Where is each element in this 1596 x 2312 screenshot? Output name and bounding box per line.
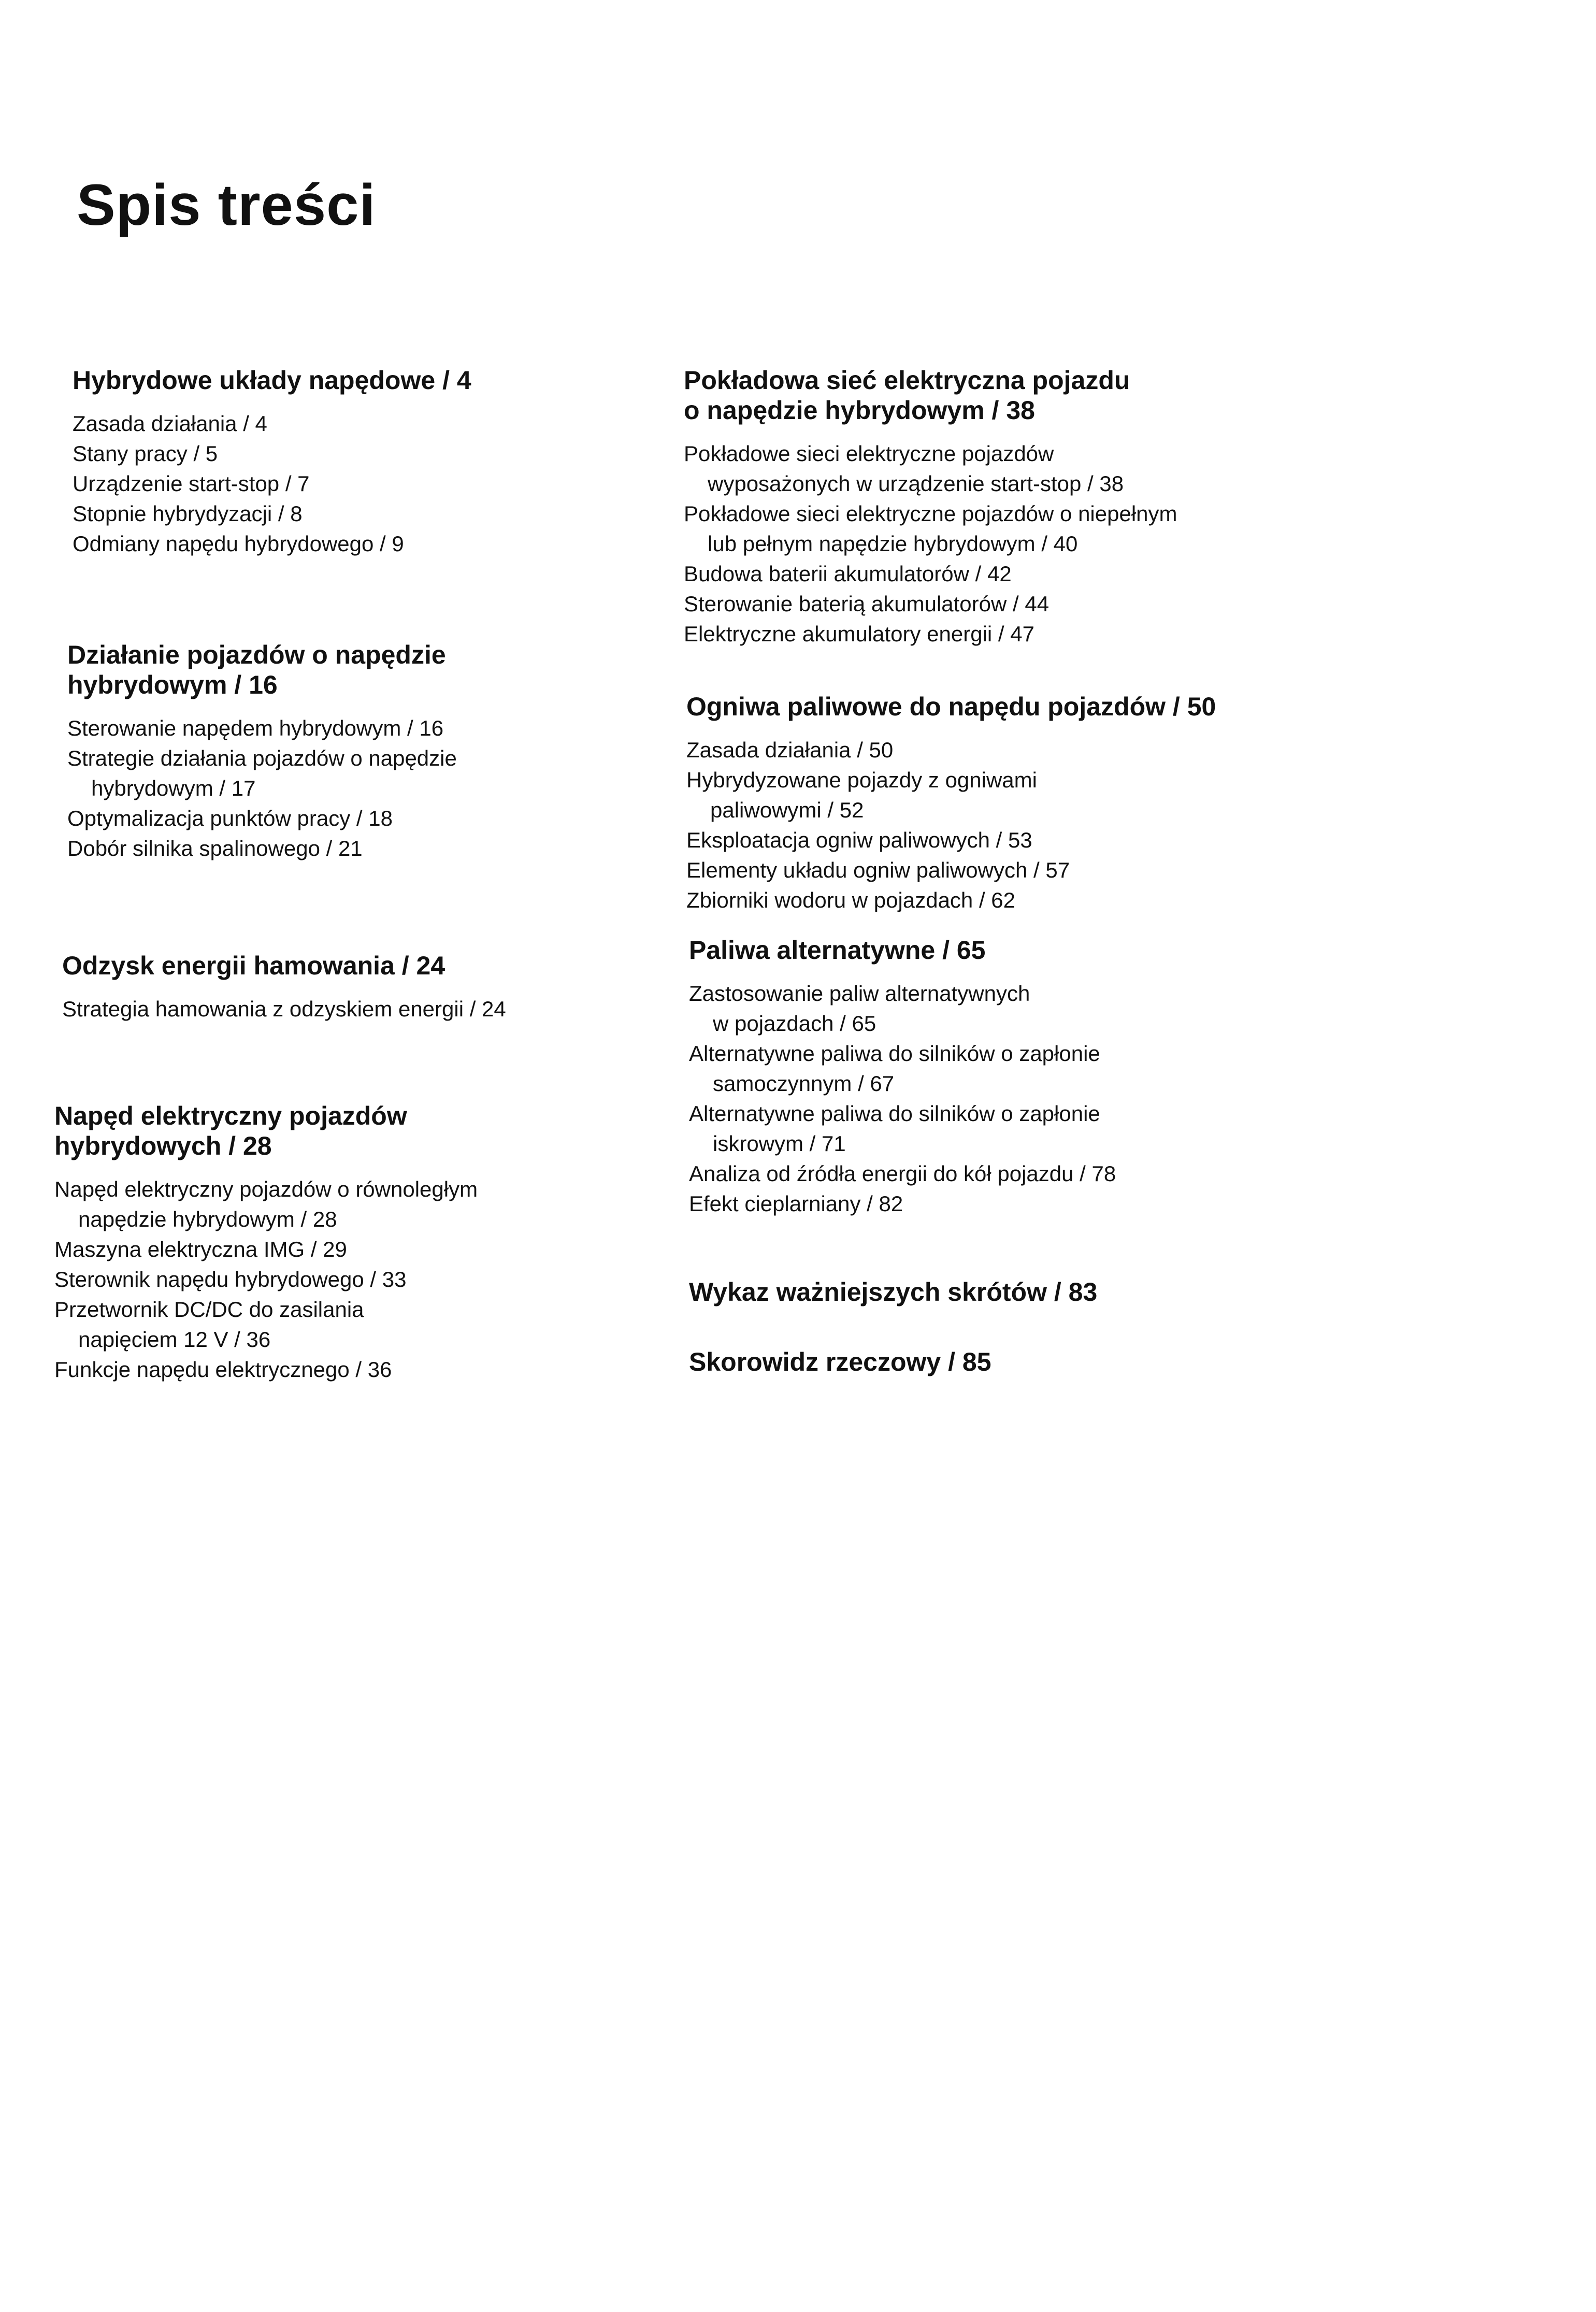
section-heading-line: Skorowidz rzeczowy / 85 [689,1347,991,1376]
section-heading[interactable] [73,365,684,395]
toc-entry-line: Budowa baterii akumulatorów / 42 [684,562,1012,586]
toc-entry-line: Dobór silnika spalinowego / 21 [67,836,363,860]
toc-entry-line: Elementy układu ogniw paliwowych / 57 [686,858,1070,882]
toc-section [684,365,1409,649]
toc-entry-line: Strategie działania pojazdów o napędzie [67,746,457,770]
section-heading-line: Napęd elektryczny pojazdów [54,1101,407,1130]
section-heading-line: Paliwa alternatywne / 65 [689,936,986,965]
toc-entry-line: Przetwornik DC/DC do zasilania [54,1297,364,1322]
toc-section [62,951,673,1024]
toc-entry[interactable] [67,803,679,834]
toc-entry-line: lub pełnym napędzie hybrydowym / 40 [708,532,1078,556]
section-heading-line: Pokładowa sieć elektryczna pojazdu [684,366,1130,395]
toc-entry-line: iskrowym / 71 [713,1131,846,1156]
toc-entry-line: Urządzenie start-stop / 7 [73,471,310,496]
toc-entry-line: paliwowymi / 52 [710,798,864,822]
toc-entry-line: samoczynnym / 67 [713,1071,895,1096]
section-heading-line: Hybrydowe układy napędowe / 4 [73,366,471,395]
toc-entry-list [73,409,684,559]
section-heading-line: Odzysk energii hamowania / 24 [62,951,445,980]
toc-section [67,640,679,864]
toc-entry[interactable] [689,1159,1414,1189]
toc-section [73,365,684,559]
section-heading-line: Ogniwa paliwowe do napędu pojazdów / 50 [686,692,1216,721]
toc-section [689,1277,1414,1320]
toc-entry-line: Strategia hamowania z odzyskiem energii / 24 [62,997,506,1021]
toc-entry-line: Sterowanie napędem hybrydowym / 16 [67,716,444,740]
toc-section [689,935,1414,1219]
page-title: Spis treści [77,173,376,237]
toc-entry-list [54,1174,666,1385]
toc-section [686,692,1412,915]
toc-entry-line: Maszyna elektryczna IMG / 29 [54,1237,347,1261]
toc-entry[interactable] [684,619,1409,649]
toc-entry[interactable] [62,994,673,1024]
toc-entry[interactable] [686,735,1412,765]
toc-entry-line: Alternatywne paliwa do silników o zapłonie [689,1041,1100,1066]
toc-entry[interactable] [689,979,1414,1039]
section-heading[interactable] [686,692,1412,722]
toc-entry[interactable] [54,1174,666,1234]
section-heading-line: Wykaz ważniejszych skrótów / 83 [689,1277,1098,1306]
toc-entry[interactable] [67,743,679,803]
toc-entry[interactable] [54,1234,666,1265]
toc-entry[interactable] [686,855,1412,885]
toc-entry-line: Hybrydyzowane pojazdy z ogniwami [686,768,1037,792]
section-heading[interactable] [689,1277,1414,1307]
toc-entry-line: Elektryczne akumulatory energii / 47 [684,622,1034,646]
section-heading[interactable] [67,640,679,700]
toc-entry-line: Funkcje napędu elektrycznego / 36 [54,1357,392,1382]
toc-section [689,1347,1414,1390]
toc-entry-line: Pokładowe sieci elektryczne pojazdów o niepełnym [684,501,1177,526]
toc-entry-line: w pojazdach / 65 [713,1011,876,1036]
toc-entry[interactable] [689,1039,1414,1099]
toc-entry[interactable] [54,1295,666,1355]
toc-entry-line: Optymalizacja punktów pracy / 18 [67,806,393,830]
toc-entry-line: Napęd elektryczny pojazdów o równoległym [54,1177,478,1201]
toc-entry-list [689,979,1414,1219]
section-heading-line: hybrydowym / 16 [67,670,278,699]
section-heading[interactable] [684,365,1409,425]
toc-entry-line: Stany pracy / 5 [73,441,218,466]
toc-entry-line: Zasada działania / 50 [686,738,894,762]
toc-entry-line: wyposażonych w urządzenie start-stop / 38 [708,471,1124,496]
toc-entry[interactable] [73,529,684,559]
toc-entry[interactable] [686,885,1412,915]
section-heading-line: o napędzie hybrydowym / 38 [684,396,1035,425]
toc-entry[interactable] [684,589,1409,619]
toc-entry-line: Efekt cieplarniany / 82 [689,1191,903,1216]
toc-entry-line: Analiza od źródła energii do kół pojazdu / 78 [689,1161,1116,1186]
toc-entry[interactable] [684,439,1409,499]
toc-entry-line: Alternatywne paliwa do silników o zapłonie [689,1101,1100,1126]
toc-entry-line: Sterownik napędu hybrydowego / 33 [54,1267,407,1291]
toc-entry-line: napędzie hybrydowym / 28 [78,1207,337,1231]
toc-entry[interactable] [684,499,1409,559]
toc-entry[interactable] [73,499,684,529]
toc-entry-list [67,713,679,864]
section-heading[interactable] [62,951,673,981]
toc-entry-list [686,735,1412,915]
toc-entry[interactable] [73,409,684,439]
toc-entry-line: Pokładowe sieci elektryczne pojazdów [684,441,1054,466]
toc-entry-line: Zbiorniki wodoru w pojazdach / 62 [686,888,1016,912]
toc-section [54,1101,666,1385]
section-heading[interactable] [689,935,1414,965]
toc-entry-line: Zasada działania / 4 [73,411,267,436]
section-heading[interactable] [54,1101,666,1161]
toc-entry-list [684,439,1409,649]
toc-entry-line: Sterowanie baterią akumulatorów / 44 [684,592,1049,616]
toc-entry[interactable] [686,825,1412,855]
section-heading-line: Działanie pojazdów o napędzie [67,640,446,669]
toc-entry[interactable] [67,834,679,864]
toc-entry[interactable] [686,765,1412,825]
section-heading[interactable] [689,1347,1414,1377]
section-heading-line: hybrydowych / 28 [54,1131,272,1160]
toc-entry-line: Zastosowanie paliw alternatywnych [689,981,1030,1006]
toc-entry-line: Eksploatacja ogniw paliwowych / 53 [686,828,1032,852]
toc-entry[interactable] [54,1355,666,1385]
toc-entry[interactable] [73,469,684,499]
toc-entry[interactable] [54,1265,666,1295]
toc-entry-list [62,994,673,1024]
toc-entry-line: Stopnie hybrydyzacji / 8 [73,501,303,526]
toc-entry[interactable] [67,713,679,743]
toc-entry-line: hybrydowym / 17 [91,776,256,800]
toc-entry[interactable] [73,439,684,469]
toc-entry[interactable] [684,559,1409,589]
toc-entry-line: Odmiany napędu hybrydowego / 9 [73,532,404,556]
toc-entry[interactable] [689,1189,1414,1219]
toc-entry-line: napięciem 12 V / 36 [78,1327,271,1352]
toc-entry[interactable] [689,1099,1414,1159]
